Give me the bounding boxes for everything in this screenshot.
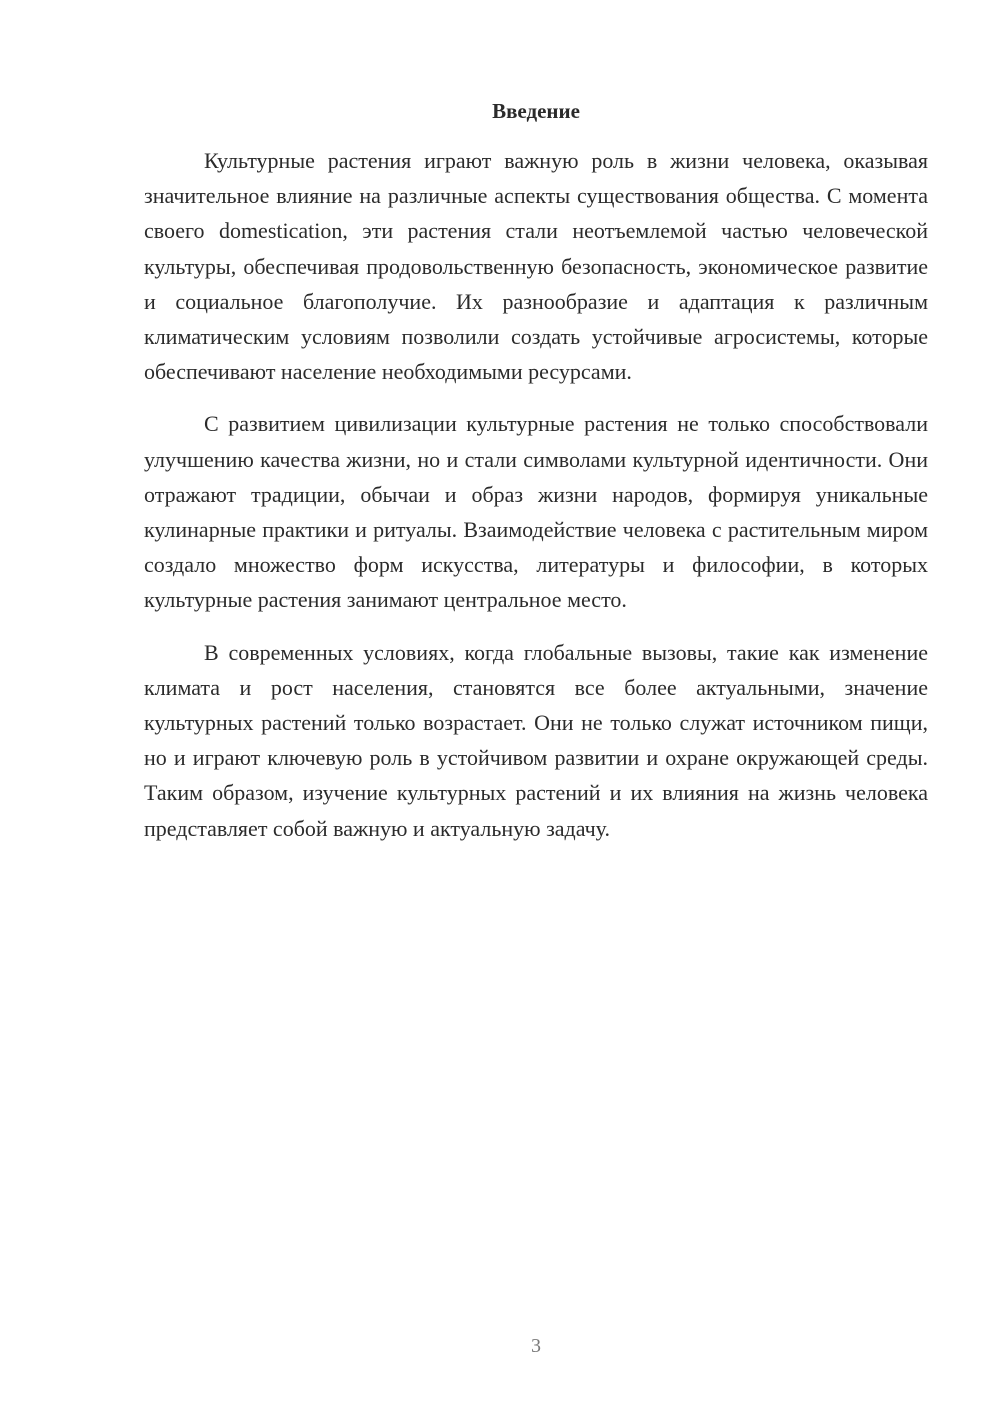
page-number: 3: [531, 1335, 541, 1357]
document-body: [144, 143, 928, 846]
paragraph-3: В современных условиях, когда глобальные вызовы, такие как изменение климата и рост населения, становятся все более актуальными, значение культурных растений только возрастает. Они не только служат источником пищи, но и играют ключевую роль в устойчивом развитии и охране окружающей среды. Таким образом, изучение культурных растений и их влияния на жизнь человека представляет собой важную и актуальную задачу.: [144, 639, 928, 841]
paragraph-2: С развитием цивилизации культурные растения не только способствовали улучшению качества жизни, но и стали символами культурной идентичности. Они отражают традиции, обычаи и образ жизни народов, формируя уникальные кулинарные практики и ритуалы. Взаимодействие человека с растительным миром создало множество форм искусства, литературы и философии, в которых культурные растения занимают центральное место.: [144, 411, 928, 613]
paragraph-1: Культурные растения играют важную роль в жизни человека, оказывая значительное влияние на различные аспекты существования общества. С момента своего domestication, эти растения стали неотъемлемой частью человеческой культуры, обеспечивая продовольственную безопасность, экономическое развитие и социальное благополучие. Их разнообразие и адаптация к различным климатическим условиям позволили создать устойчивые агросистемы, которые обеспечивают население необходимыми ресурсами.: [144, 148, 928, 385]
section-title: Введение: [492, 99, 580, 123]
